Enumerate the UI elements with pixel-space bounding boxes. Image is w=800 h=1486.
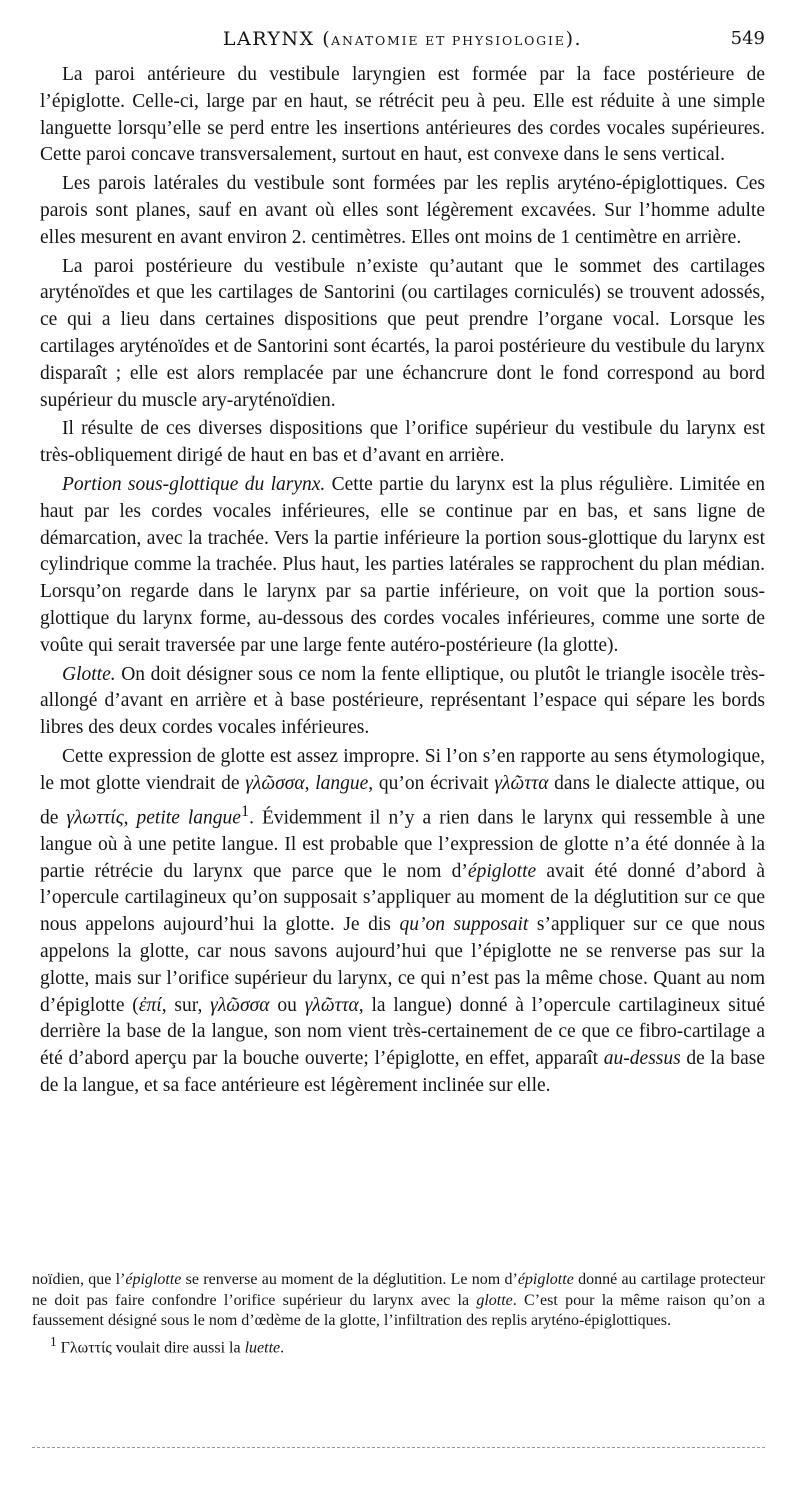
paragraph-subglottic: Portion sous-glottique du larynx. Cette partie du larynx est la plus régulière. Limitée en haut par les cordes vocales inférieures, elle se continue par en bas, et sans ligne de démarcation, avec la trachée. Vers la partie inférieure la portion sous-glottique du larynx est cylindrique comme la trachée. Plus haut, les parties latérales se rapprochent du plan médian. Lorsqu’on regarde dans le larynx par sa partie inférieure, on voit que la portion sous-glottique du larynx forme, au-dessous des cordes vocales inférieures, comme une sorte de voûte qui serait traversée par une large fente autéro-postérieure (la glotte). bbox=[40, 473, 765, 656]
paragraph-orifice: Il résulte de ces diverses dispositions que l’orifice supérieur du vestibule du larynx est très-obliquement dirigé de haut en bas et d’avant en arrière. bbox=[40, 418, 765, 467]
paragraph-anterior-wall: La paroi antérieure du vestibule laryngien est formée par la face postérieure de l’épiglotte. Celle-ci, large par en haut, se rétrécit peu à peu. Elle est réduite à une simple languette lorsqu’elle se perd entre les insertions antérieures des cordes vocales supérieures. Cette paroi concave transversalement, surtout en haut, est convexe dans le sens vertical. bbox=[40, 64, 765, 166]
running-title: LARYNX (ANATOMIE ET PHYSIOLOGIE). bbox=[222, 28, 583, 50]
greek-word: ἐπί bbox=[138, 994, 162, 1016]
section-title-subglottic: Portion sous-glottique du larynx. bbox=[62, 473, 326, 495]
bottom-rule bbox=[32, 1447, 765, 1448]
footnote-1: $^1$ Γλωττίς voulait dire aussi la luette. bbox=[50, 1333, 285, 1356]
running-title-subtitle: ANATOMIE ET PHYSIOLOGIE bbox=[331, 33, 566, 48]
footnote-marker: 1 bbox=[50, 1333, 57, 1349]
greek-word: γλῶσσα bbox=[210, 994, 270, 1016]
greek-word: Γλωττίς bbox=[60, 1338, 112, 1356]
greek-word: γλωττίς bbox=[66, 807, 124, 829]
paragraph-posterior-wall: La paroi postérieure du vestibule n’existe qu’autant que le sommet des cartilages aryténoïdes et que les cartilages de Santorini (ou cartilages corniculés) se trouvent adossés, ce qui a lieu dans certaines dispositions que peut prendre l’organe vocal. Lorsque les cartilages aryténoïdes et de Santorini sont écartés, la paroi postérieure du vestibule du larynx disparaît ; elle est alors remplacée par une échancrure dont le fond correspond au bord supérieur du muscle ary-aryténoïdien. bbox=[40, 255, 765, 411]
paragraph-glottis: Glotte. On doit désigner sous ce nom la fente elliptique, ou plutôt le triangle isocèle très-allongé d’avant en arrière et à base postérieure, représentant l’espace qui sépare les bords libres des deux cordes vocales inférieures. bbox=[40, 663, 765, 739]
page-header bbox=[40, 28, 765, 58]
footnotes bbox=[32, 1270, 765, 1358]
footnote-reference: 1 bbox=[240, 801, 250, 820]
paragraph-etymology: Cette expression de glotte est assez impropre. Si l’on s’en rapporte au sens étymologique, le mot glotte viendrait de γλῶσσα, langue, qu’on écrivait γλῶττα dans le dialecte attique, ou de γλωττίς, petite langue$^1$. Évidemment il n’y a rien dans le larynx qui ressemble à une langue où à une petite langue. Il est probable que l’expression de glotte n’a été donnée à la partie rétrécie du larynx que parce que le nom d’épiglotte avait été donné d’abord à l’opercule cartilagineux qu’on supposait s’appliquer au moment de la déglutition sur ce que nous appelons aujourd’hui la glotte. Je dis qu’on supposait s’appliquer sur ce que nous appelons la glotte, car nous savons aujourd’hui que l’épiglotte ne se renverse pas sur la glotte, mais sur l’orifice supérieur du larynx, ce qui n’est pas la même chose. Quant au nom d’épiglotte (ἐπί, sur, γλῶσσα ou γλῶττα, la langue) donné à l’opercule cartilagineux situé derrière la base de la langue, son nom vient très-certainement de ce que ce fibro-cartilage a été d’abord aperçu par la bouche ouverte; l’épiglotte, en effet, apparaît au-dessus de la base de la langue, et sa face antérieure est légèrement inclinée sur elle. bbox=[40, 745, 766, 1096]
section-title-glottis: Glotte. bbox=[62, 663, 116, 685]
greek-word: γλῶττα bbox=[494, 772, 549, 794]
page-number: 549 bbox=[730, 28, 765, 49]
greek-word: γλῶττα bbox=[304, 994, 359, 1016]
greek-word: γλῶσσα bbox=[245, 772, 305, 794]
main-text bbox=[40, 62, 765, 1100]
paragraph-lateral-walls: Les parois latérales du vestibule sont formées par les replis aryténo-épiglottiques. Ces parois sont planes, sauf en avant où elles sont légèrement excavées. Sur l’homme adulte elles mesurent en avant environ 2. centimètres. Elles ont moins de 1 centimètre en arrière. bbox=[40, 173, 765, 248]
footnote-continued: noïdien, que l’épiglotte se renverse au moment de la déglutition. Le nom d’épiglotte donné au cartilage protecteur ne doit pas faire confondre l’orifice supérieur du larynx avec la glotte. C’est pour la même raison qu’on a faussement désigné sous le nom d’œdème de la glotte, l’infiltration des replis aryténo-épiglottiques. bbox=[32, 1271, 766, 1329]
